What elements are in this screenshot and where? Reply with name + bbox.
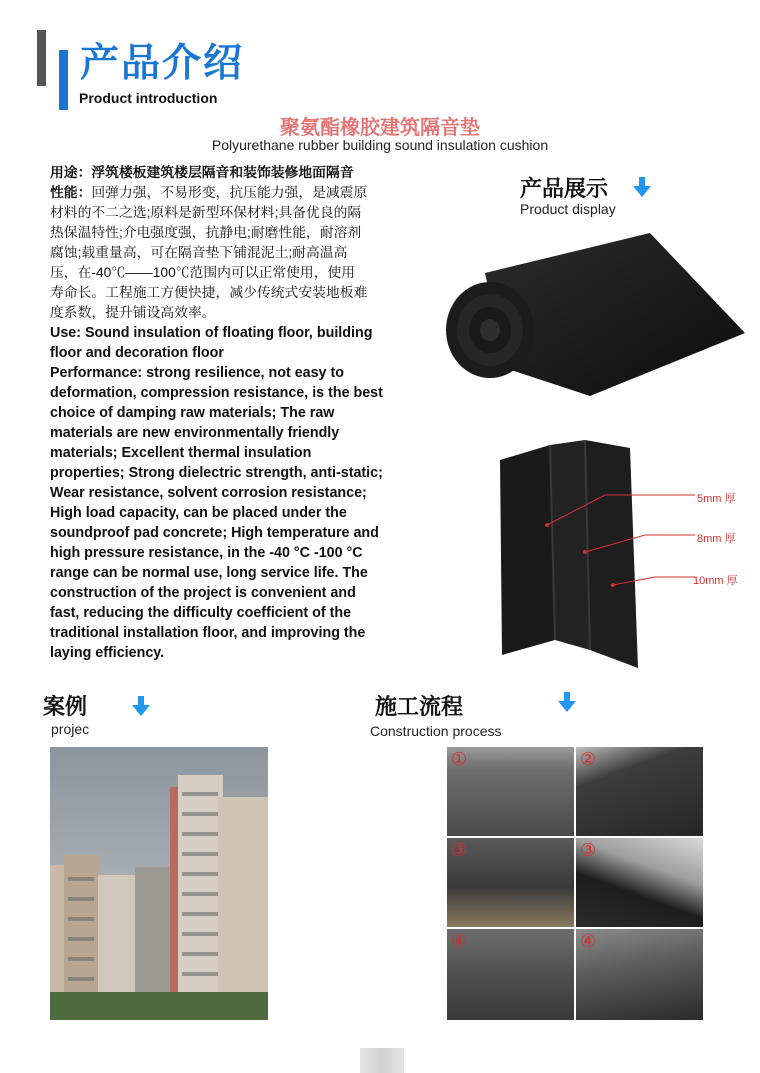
cases-title-en: projec [51,721,90,737]
process-step-photo [576,929,703,1020]
layer-label-8mm: 8mm 厚 [697,533,736,545]
step-number: ② [580,749,597,770]
product-title-en: Polyurethane rubber building sound insulation cushion [211,137,549,153]
desc-line-cn: 压，在-40℃——100℃范围内可以正常使用，使用 [50,265,356,280]
case-building-photo [50,747,268,1020]
arrow-down-icon [557,691,577,713]
step-number: ④ [580,931,597,952]
product-description: 用途：浮筑楼板建筑楼层隔音和装饰装修地面隔音 性能：回弹力强，不易形变，抗压能力强，是减震原 材料的不二之选;原料是新型环保材料;具备优良的隔 热保温特性;介电强度强，抗静电;耐磨性能，耐溶剂 腐蚀;载重量高，可在隔音垫下铺混泥土;耐高温高 压，在-40℃——100℃范围内可以正常使用，使用 寿命长。工程施工方便快捷，减少传统式安装地板难 度系数，提升铺设高效率。 Use: Sound insulation of floating floor, building floor and decoration floor Performance: strong resilience, not easy to deformation, compression resistance, is the best choice of damping raw materials; The raw materials are new environmentally friendly materials; Excellent thermal insulation properties; Strong dielectric strength, anti-static; Wear resistance, solvent corrosion resistance; High load capacity, can be placed under the soundproof pad concrete; High temperature and high pressure resistance, in the -40 °C -100 °C range can be normal use, long service life. The construction of the project is convenient and fast, reducing the difficulty coefficient of the traditional installation floor, and improving the laying efficiency. [50,163,430,663]
thickness-callout-lines [545,480,695,590]
process-step-photo [576,838,703,927]
process-step-photo [447,838,574,927]
section-title-en: Product introduction [79,90,218,106]
cases-title-cn: 案例 [43,695,88,720]
step-number: ③ [580,840,597,861]
product-title-cn: 聚氨酯橡胶建筑隔音垫 [280,115,480,139]
desc-line-cn: 寿命长。工程施工方便快捷，减少传统式安装地板难 [50,285,368,300]
process-title-cn: 施工流程 [375,695,464,720]
process-step-photo [447,747,574,836]
layer-label-5mm: 5mm 厚 [697,493,736,505]
display-title-en: Product display [520,201,616,217]
process-step-photo [576,747,703,836]
arrow-down-icon [131,695,151,717]
step-number: ① [451,749,468,770]
desc-line-cn: 度系数，提升铺设高效率。 [50,305,216,320]
description-en: Use: Sound insulation of floating floor, building floor and decoration floor Performance: strong resilience, not easy to deformation, compression resistance, is the best choice of damping raw materials; The raw materials are new environmentally friendly materials; Excellent thermal insulation properties; Strong dielectric strength, anti-static; Wear resistance, solvent corrosion resistance; High load capacity, can be placed under the soundproof pad concrete; High temperature and high pressure resistance, in the -40 °C -100 °C range can be normal use, long service life. The construction of the project is convenient and fast, reducing the difficulty coefficient of the traditional installation floor, and improving the laying efficiency. [50,325,383,661]
section-title-cn: 产品介绍 [80,41,245,86]
rolled-mat-image [445,228,745,398]
desc-line-cn: 腐蚀;载重量高，可在隔音垫下铺混泥土;耐高温高 [50,245,348,260]
page-marker [360,1048,404,1073]
desc-line-cn: 材料的不二之选;原料是新型环保材料;具备优良的隔 [50,205,362,220]
process-title-en: Construction process [370,723,502,739]
layer-label-10mm: 10mm 厚 [693,575,738,587]
desc-line-cn: 热保温特性;介电强度强，抗静电;耐磨性能，耐溶剂 [50,225,362,240]
use-line-cn: 用途：浮筑楼板建筑楼层隔音和装饰装修地面隔音 [50,165,354,180]
step-number: ④ [451,931,468,952]
performance-label-cn: 性能： [50,185,92,200]
header-accent-bar [37,30,46,86]
display-title-cn: 产品展示 [520,177,609,202]
process-step-photo [447,929,574,1020]
arrow-down-icon [632,176,652,198]
step-number: ③ [451,840,468,861]
header-accent-bar-blue [59,50,68,110]
